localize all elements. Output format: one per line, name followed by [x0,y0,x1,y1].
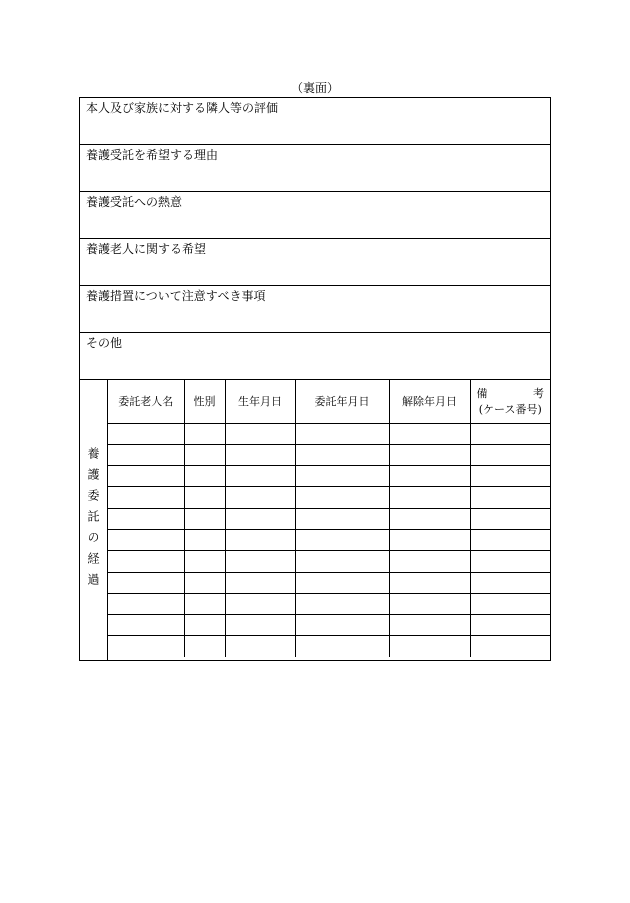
cell[interactable] [295,615,389,636]
section-reason[interactable] [80,145,550,192]
table-row [108,444,550,465]
cell[interactable] [470,529,550,550]
cell[interactable] [389,487,470,508]
cell[interactable] [470,508,550,529]
cell[interactable] [295,466,389,487]
section-label: 養護受託への熱意 [86,195,183,209]
table-row [108,551,550,572]
cell[interactable] [108,423,184,444]
cell[interactable] [225,423,295,444]
col-header-name: 委託老人名 [108,380,184,423]
section-label: 養護受託を希望する理由 [86,148,219,162]
cell[interactable] [295,572,389,593]
history-table [108,380,550,657]
cell[interactable] [108,615,184,636]
cell[interactable] [295,423,389,444]
table-row [108,593,550,614]
history-vertical-label-text: 養護委託の経過 [86,446,100,594]
cell[interactable] [389,444,470,465]
section-label: その他 [86,336,123,350]
remarks-left: 備 [476,387,488,401]
cell[interactable] [184,423,225,444]
history-header-row [108,380,550,423]
cell[interactable] [295,636,389,657]
cell[interactable] [389,551,470,572]
section-label: 本人及び家族に対する隣人等の評価 [86,101,279,115]
cell[interactable] [389,572,470,593]
cell[interactable] [225,615,295,636]
cell[interactable] [295,529,389,550]
section-enthusiasm[interactable] [80,192,550,239]
table-row [108,615,550,636]
remarks-sub: (ケース番号) [478,403,542,417]
cell[interactable] [225,572,295,593]
cell[interactable] [389,529,470,550]
cell[interactable] [225,508,295,529]
cell[interactable] [389,636,470,657]
cell[interactable] [225,593,295,614]
cell[interactable] [470,636,550,657]
cell[interactable] [108,572,184,593]
cell[interactable] [470,444,550,465]
cell[interactable] [108,636,184,657]
table-row [108,487,550,508]
table-row [108,529,550,550]
table-row [108,466,550,487]
col-header-remarks [470,380,550,423]
cell[interactable] [389,423,470,444]
table-row [108,508,550,529]
cell[interactable] [389,615,470,636]
history-table-wrap [108,380,550,660]
cell[interactable] [225,636,295,657]
cell[interactable] [295,487,389,508]
cell[interactable] [389,466,470,487]
cell[interactable] [389,508,470,529]
cell[interactable] [470,551,550,572]
cell[interactable] [225,551,295,572]
col-header-birth: 生年月日 [225,380,295,423]
cell[interactable] [184,572,225,593]
cell[interactable] [108,551,184,572]
cell[interactable] [470,466,550,487]
col-header-commission-date: 委託年月日 [295,380,389,423]
cell[interactable] [108,529,184,550]
remarks-line1 [471,385,551,401]
cell[interactable] [108,444,184,465]
remarks-right: 考 [533,387,544,401]
cell[interactable] [225,529,295,550]
col-header-release-date: 解除年月日 [389,380,470,423]
cell[interactable] [108,466,184,487]
cell[interactable] [184,636,225,657]
cell[interactable] [225,444,295,465]
cell[interactable] [184,593,225,614]
section-label: 養護老人に関する希望 [86,242,207,256]
table-row [108,423,550,444]
cell[interactable] [184,444,225,465]
col-header-sex: 性別 [184,380,225,423]
cell[interactable] [184,466,225,487]
cell[interactable] [184,508,225,529]
table-row [108,572,550,593]
cell[interactable] [470,487,550,508]
cell[interactable] [184,487,225,508]
cell[interactable] [108,508,184,529]
cell[interactable] [470,572,550,593]
page-heading: （裏面） [290,81,339,95]
form [79,97,551,661]
cell[interactable] [295,508,389,529]
cell[interactable] [470,423,550,444]
cell[interactable] [108,593,184,614]
cell[interactable] [470,615,550,636]
history-section [80,380,550,660]
cell[interactable] [225,466,295,487]
cell[interactable] [108,487,184,508]
cell[interactable] [295,593,389,614]
section-neighbor-evaluation[interactable] [80,98,550,145]
cell[interactable] [470,593,550,614]
section-wishes[interactable] [80,239,550,286]
cell[interactable] [225,487,295,508]
cell[interactable] [184,551,225,572]
cell[interactable] [295,551,389,572]
cell[interactable] [184,529,225,550]
cell[interactable] [295,444,389,465]
history-vertical-label [80,380,108,660]
section-other[interactable] [80,333,550,380]
table-row [108,636,550,657]
section-label: 養護措置について注意すべき事項 [86,289,266,303]
section-notes[interactable] [80,286,550,333]
cell[interactable] [389,593,470,614]
cell[interactable] [184,615,225,636]
